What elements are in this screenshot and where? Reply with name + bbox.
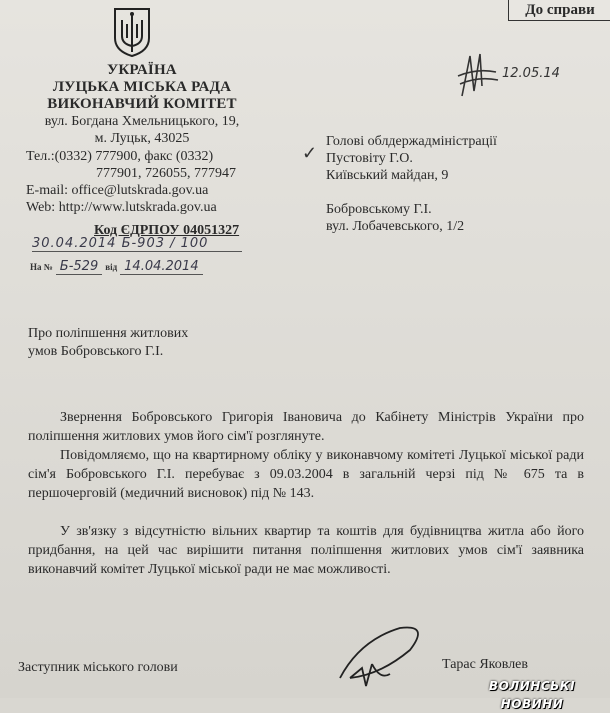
letterhead [22, 62, 262, 147]
council-name: ЛУЦЬКА МІСЬКА РАДА [52, 79, 232, 95]
recipient-1-title: Голові облдержадміністрації [326, 134, 497, 149]
reference-date-label: від [105, 262, 118, 272]
recipient-1-address: Київський майдан, 9 [326, 168, 449, 183]
committee-name: ВИКОНАВЧИЙ КОМІТЕТ [47, 96, 237, 112]
resolution-mark [452, 46, 572, 106]
signatory-position: Заступник міського голови [18, 660, 178, 675]
phone-line-1: Тел.:(0332) 777900, факс (0332) [26, 149, 214, 164]
body-paragraph-1: Звернення Бобровського Григорія Івановича до Кабінету Міністрів України про поліпшення житлових умов його сім'ї розглянуте. [28, 410, 584, 444]
letter-subject [28, 325, 188, 361]
edrpou-code: Код ЄДРПОУ 04051327 [94, 223, 240, 238]
subject-line-1: Про поліпшення житлових [28, 326, 189, 341]
outgoing-registration: 30.04.2014 Б-903 / 100 [32, 236, 242, 252]
email-line: E-mail: office@lutskrada.gov.ua [26, 183, 209, 198]
reference-number-label: На № [30, 262, 53, 272]
reference-number: Б-529 [56, 259, 102, 275]
recipients-block [326, 133, 596, 235]
recipient-2-name: Бобровському Г.І. [326, 202, 432, 217]
reference-date: 14.04.2014 [120, 259, 202, 275]
address-line-2: м. Луцьк, 43025 [94, 131, 190, 146]
body-paragraph-3: У зв'язку з відсутністю вільних квартир та коштів для будівництва житла або його придбання, на цей час вирішити питання поліпшення житлових умов сім'ї заявника виконавчий комітет Луцької міської ради не має можливості. [28, 524, 584, 577]
coat-of-arms-icon [112, 6, 152, 58]
country-name: УКРАЇНА [107, 62, 177, 78]
recipient-2-address: вул. Лобачевського, 1/2 [326, 219, 465, 234]
web-line: Web: http://www.lutskrada.gov.ua [26, 200, 217, 215]
reference-line [30, 259, 250, 274]
contact-block [26, 148, 286, 216]
resolution-date: 12.05.14 [502, 66, 560, 81]
letter-body [28, 408, 584, 579]
checkmark-icon: ✓ [302, 143, 318, 163]
subject-line-2: умов Бобровського Г.І. [28, 344, 164, 359]
body-paragraph-2: Повідомляємо, що на квартирному обліку у виконавчому комітеті Луцької міської ради сім'я Бобровського Г.І. перебуває з 09.03.2004 в загальній черзі під № 675 та в першочерговій (медичний висновок) під № 143. [28, 448, 584, 501]
signatory-name: Тарас Яковлев [442, 657, 529, 672]
phone-line-2: 777901, 726055, 777947 [96, 166, 236, 181]
archive-stamp: До справи [508, 0, 610, 21]
recipient-1-name: Пустовіту Г.О. [326, 151, 413, 166]
address-line-1: вул. Богдана Хмельницького, 19, [44, 114, 240, 129]
handwritten-signature [320, 620, 440, 692]
news-watermark: ВОЛИНСЬКІ НОВИНИ [488, 679, 576, 711]
